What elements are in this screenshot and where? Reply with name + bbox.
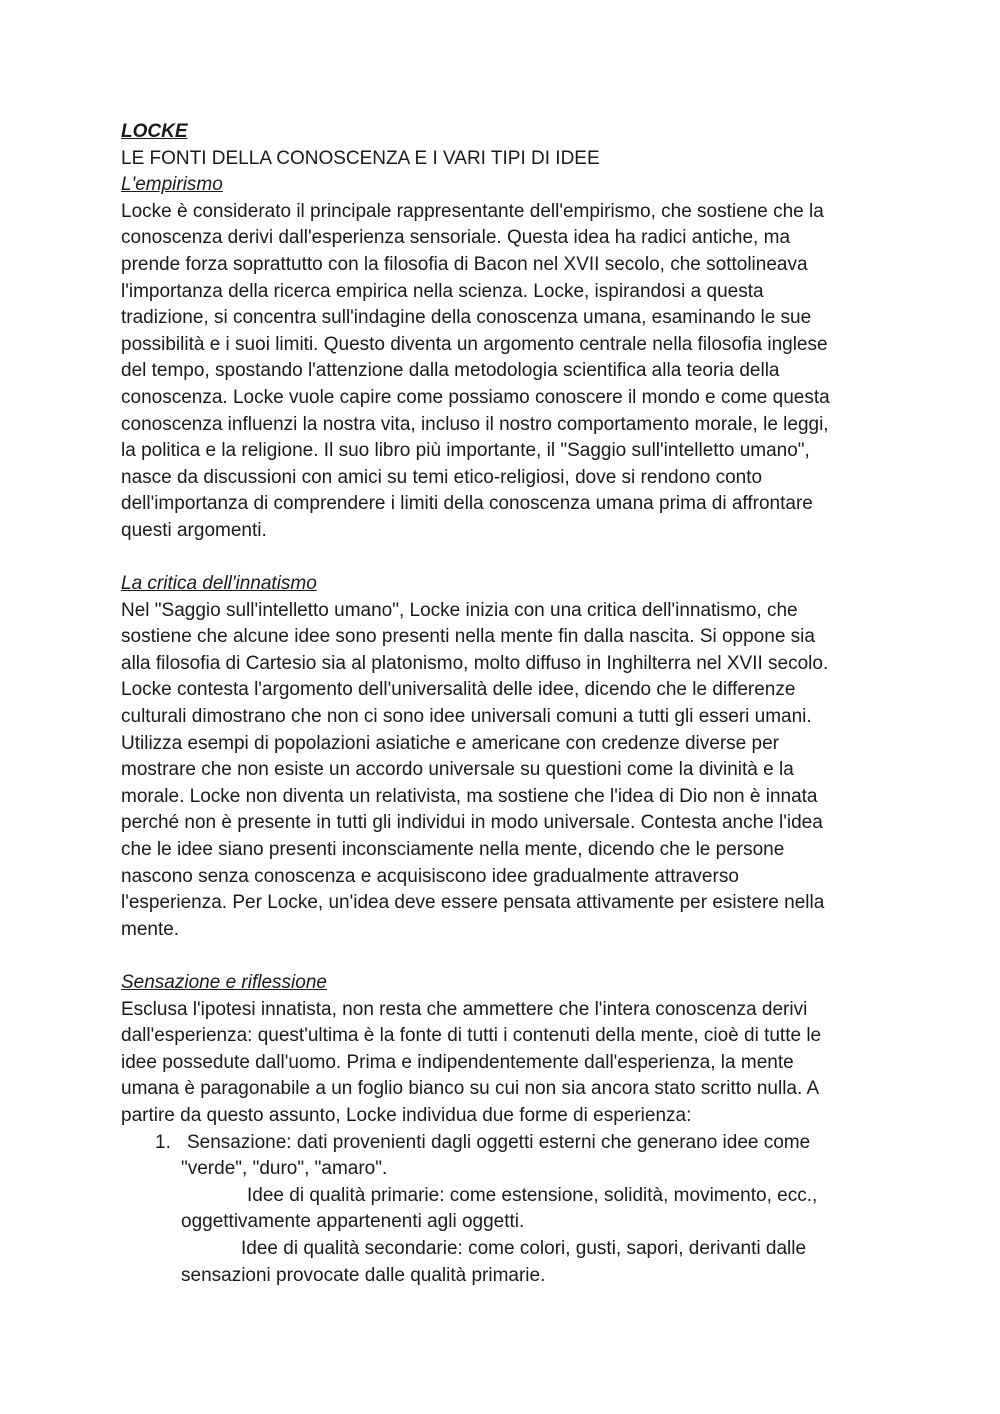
section-innatismo (121, 571, 891, 943)
numbered-list (121, 1130, 891, 1290)
section-empirismo (121, 172, 891, 544)
document-title: LOCKE (121, 121, 188, 142)
paragraph-line: conoscenza influenzi la nostra vita, incluso il nostro comportamento morale, le leggi, (121, 413, 829, 435)
section-heading: Sensazione e riflessione (121, 972, 327, 993)
paragraph-line: possibilità e i suoi limiti. Questo diventa un argomento centrale nella filosofia inglese (121, 333, 828, 355)
paragraph-line: Locke è considerato il principale rappresentante dell'empirismo, che sostiene che la (121, 200, 824, 222)
paragraph-line: mente. (121, 918, 180, 940)
section-heading: La critica dell'innatismo (121, 573, 317, 595)
paragraph-line: dall'esperienza: quest'ultima è la fonte di tutti i contenuti della mente, cioè di tutte le (121, 1025, 822, 1047)
paragraph-line: idee possedute dall'uomo. Prima e indipendentemente dall'esperienza, la mente (121, 1051, 794, 1073)
paragraph-line: conoscenza. Locke vuole capire come possiamo conoscere il mondo e come questa (121, 386, 830, 408)
paragraph-line: partire da questo assunto, Locke individua due forme di esperienza: (121, 1104, 692, 1126)
paragraph-line: Nel "Saggio sull'intelletto umano", Locke inizia con una critica dell'innatismo, che (121, 599, 798, 621)
document-page (121, 119, 891, 1289)
paragraph-line: morale. Locke non diventa un relativista, ma sostiene che l'idea di Dio non è innata (121, 785, 818, 807)
paragraph-line: che le idee siano presenti inconsciamente nella mente, dicendo che le persone (121, 839, 785, 861)
paragraph-line: la politica e la religione. Il suo libro più importante, il "Saggio sull'intelletto umano", (121, 440, 810, 462)
paragraph-line: dell'importanza di comprendere i limiti della conoscenza umana prima di affrontare (121, 493, 813, 515)
subitem-primary-qualities: Idee di qualità primarie: come estensione, solidità, movimento, ecc., (247, 1184, 818, 1206)
paragraph-line: umana è paragonabile a un foglio bianco su cui non sia ancora stato scritto nulla. A (121, 1078, 820, 1100)
section-paragraph (121, 199, 891, 545)
list-item-text: Sensazione: dati provenienti dagli oggetti esterni che generano idee come (187, 1131, 811, 1153)
paragraph-line: sostiene che alcune idee sono presenti nella mente fin dalla nascita. Si oppone sia (121, 626, 815, 648)
blank-line (121, 545, 891, 572)
section-paragraph (121, 598, 891, 944)
subitem-secondary-qualities: Idee di qualità secondarie: come colori, gusti, sapori, derivanti dalle (241, 1237, 807, 1259)
list-item-text: "verde", "duro", "amaro". (181, 1158, 388, 1180)
paragraph-line: alla filosofia di Cartesio sia al platonismo, molto diffuso in Inghilterra nel XVII secolo. (121, 652, 829, 674)
paragraph-line: del tempo, spostando l'attenzione dalla metodologia scientifica alla teoria della (121, 360, 780, 382)
paragraph-line: nasce da discussioni con amici su temi etico-religiosi, dove si rendono conto (121, 466, 763, 488)
subitem-primary-qualities-continuation: oggettivamente appartenenti agli oggetti. (181, 1211, 525, 1233)
section-paragraph (121, 997, 891, 1130)
document-subtitle: LE FONTI DELLA CONOSCENZA E I VARI TIPI DI IDEE (121, 147, 600, 169)
paragraph-line: culturali dimostrano che non ci sono idee universali comuni a tutti gli esseri umani. (121, 706, 812, 728)
paragraph-line: l'esperienza. Per Locke, un'idea deve essere pensata attivamente per esistere nella (121, 892, 825, 914)
subitem-secondary-qualities-continuation: sensazioni provocate dalle qualità primarie. (181, 1264, 546, 1286)
paragraph-line: prende forza soprattutto con la filosofia di Bacon nel XVII secolo, che sottolineava (121, 253, 808, 275)
paragraph-line: perché non è presente in tutti gli individui in modo universale. Contesta anche l'idea (121, 812, 823, 834)
paragraph-line: Locke contesta l'argomento dell'universalità delle idee, dicendo che le differenze (121, 679, 796, 701)
paragraph-line: nascono senza conoscenza e acquisiscono idee gradualmente attraverso (121, 865, 739, 887)
paragraph-line: questi argomenti. (121, 519, 267, 541)
paragraph-line: tradizione, si concentra sull'indagine della conoscenza umana, esaminando le sue (121, 307, 812, 329)
list-item (121, 1130, 891, 1290)
list-number: 1. (155, 1131, 171, 1153)
blank-line (121, 943, 891, 970)
paragraph-line: Utilizza esempi di popolazioni asiatiche e americane con credenze diverse per (121, 732, 779, 754)
section-sensazione-riflessione (121, 970, 891, 1289)
paragraph-line: Esclusa l'ipotesi innatista, non resta che ammettere che l'intera conoscenza derivi (121, 998, 808, 1020)
paragraph-line: conoscenza derivi dall'esperienza sensoriale. Questa idea ha radici antiche, ma (121, 227, 791, 249)
paragraph-line: mostrare che non esiste un accordo universale su questioni come la divinità e la (121, 759, 794, 781)
section-heading: L'empirismo (121, 174, 223, 196)
paragraph-line: l'importanza della ricerca empirica nella scienza. Locke, ispirandosi a questa (121, 280, 764, 302)
